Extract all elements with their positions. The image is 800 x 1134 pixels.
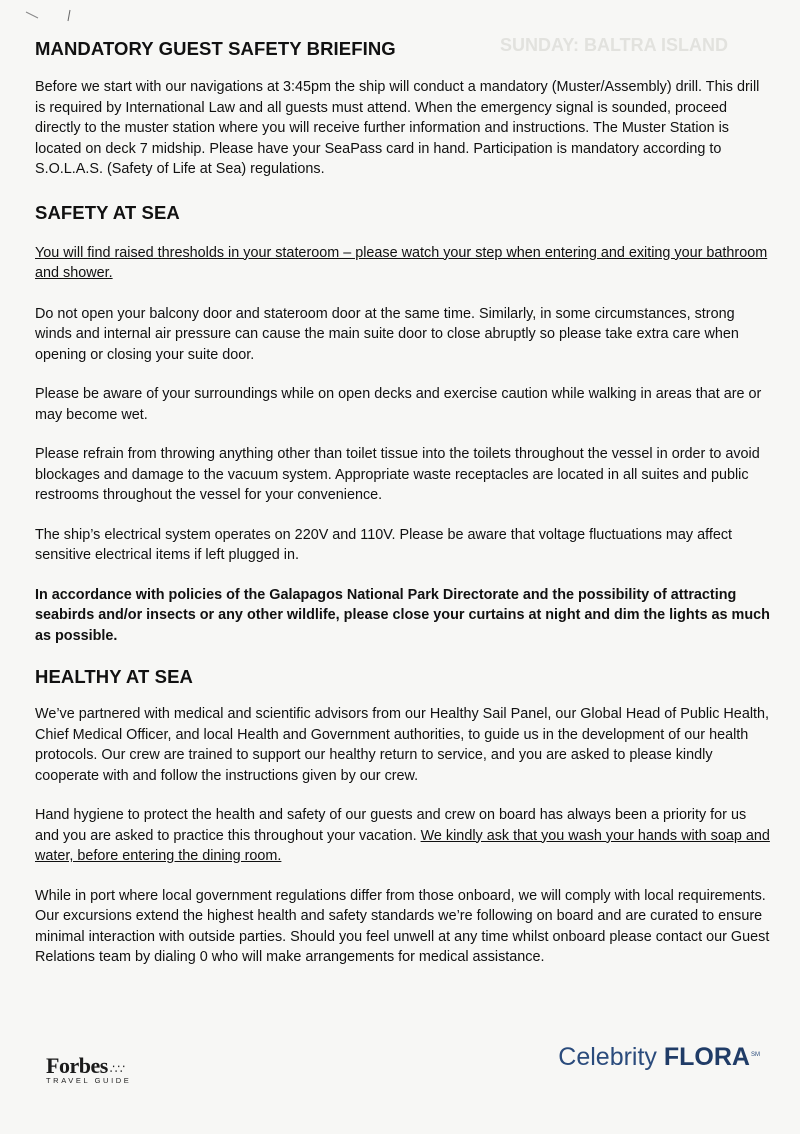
bleed-through-title: SUNDAY: BALTRA ISLAND xyxy=(500,35,728,55)
briefing-paragraph: Before we start with our navigations at 3:45pm the ship will conduct a mandatory (Muster/Assembly) drill. This drill is required by International Law and all guests must attend. When the emergency signal is sounded, proceed directly to the muster station where you will receive further information and instructions. The Muster Station is located on deck 7 midship. Please have your SeaPass card in hand. Participation is mandatory according to S.O.L.A.S. (Safety of Life at Sea) regulations. xyxy=(35,79,760,177)
hygiene-text: Hand hygiene to protect the health and safety of our guests and crew on board has always been a priority for us and you are asked to practice this throughout your vacation. xyxy=(35,807,747,844)
safety-door-paragraph: Do not open your balcony door and stateroom door at the same time. Similarly, in some circumstances, strong winds and internal air pressure can cause the main suite door to close abruptly so please take extra care when opening or closing your suite door. xyxy=(35,305,739,363)
healthy-partners-paragraph: We’ve partnered with medical and scientific advisors from our Healthy Sail Panel, our Global Head of Public Health, Chief Medical Officer, and local Health and Government authorities, to guide us in the development of our health protocols. Our crew are trained to support our healthy return to service, and you are asked to please kindly cooperate with and follow the instructions given by our crew. xyxy=(35,706,770,784)
forbes-stars-icon: ∴∵ xyxy=(109,1062,126,1076)
service-mark: SM xyxy=(751,1051,760,1058)
safety-toilets-paragraph: Please refrain from throwing anything other than toilet tissue into the toilets throughout the vessel in order to avoid blockages and damage to the vacuum system. Appropriate waste receptacles are located in all suites and public restrooms throughout the vessel for your convenience. xyxy=(35,446,760,503)
briefing-heading: MANDATORY GUEST SAFETY BRIEFING xyxy=(35,38,396,59)
healthy-hygiene-paragraph xyxy=(35,805,770,867)
safety-decks-paragraph: Please be aware of your surroundings while on open decks and exercise caution while walking in areas that are or may become wet. xyxy=(35,386,762,423)
hygiene-handwash-notice: We kindly ask that you wash your hands with soap and water, before entering the dining room. xyxy=(35,827,770,864)
safety-electrical-paragraph: The ship’s electrical system operates on 220V and 110V. Please be aware that voltage fluctuations may affect sensitive electrical items if left plugged in. xyxy=(35,526,733,563)
safety-thresholds-notice: You will find raised thresholds in your stateroom – please watch your step when entering and exiting your bathroom and shower. xyxy=(35,244,768,281)
celebrity-flora-logo xyxy=(558,1043,760,1072)
staple-mark xyxy=(24,8,74,22)
safety-heading: SAFETY AT SEA xyxy=(35,201,180,223)
forbes-wordmark: Forbes xyxy=(46,1053,108,1078)
healthy-port-paragraph: While in port where local government regulations differ from those onboard, we will comply with local requirements. Our excursions extend the highest health and safety standards we’re following on board and are curated to ensure minimal interaction with outside parties. Should you feel unwell at any time whilst onboard please contact our Guest Relations team by dialing 0 who will make arrangements for medical assistance. xyxy=(35,887,770,965)
forbes-subtitle: TRAVEL GUIDE xyxy=(46,1076,132,1085)
forbes-logo xyxy=(46,1053,131,1085)
flora-wordmark: FLORA xyxy=(663,1043,750,1071)
safety-galapagos-paragraph: In accordance with policies of the Galapagos National Park Directorate and the possibility of attracting seabirds and/or insects or any other wildlife, please close your curtains at night and dim the lights as much as possible. xyxy=(35,586,770,644)
healthy-heading: HEALTHY AT SEA xyxy=(35,666,193,687)
document-content xyxy=(35,38,770,968)
celebrity-wordmark: Celebrity xyxy=(558,1043,657,1071)
